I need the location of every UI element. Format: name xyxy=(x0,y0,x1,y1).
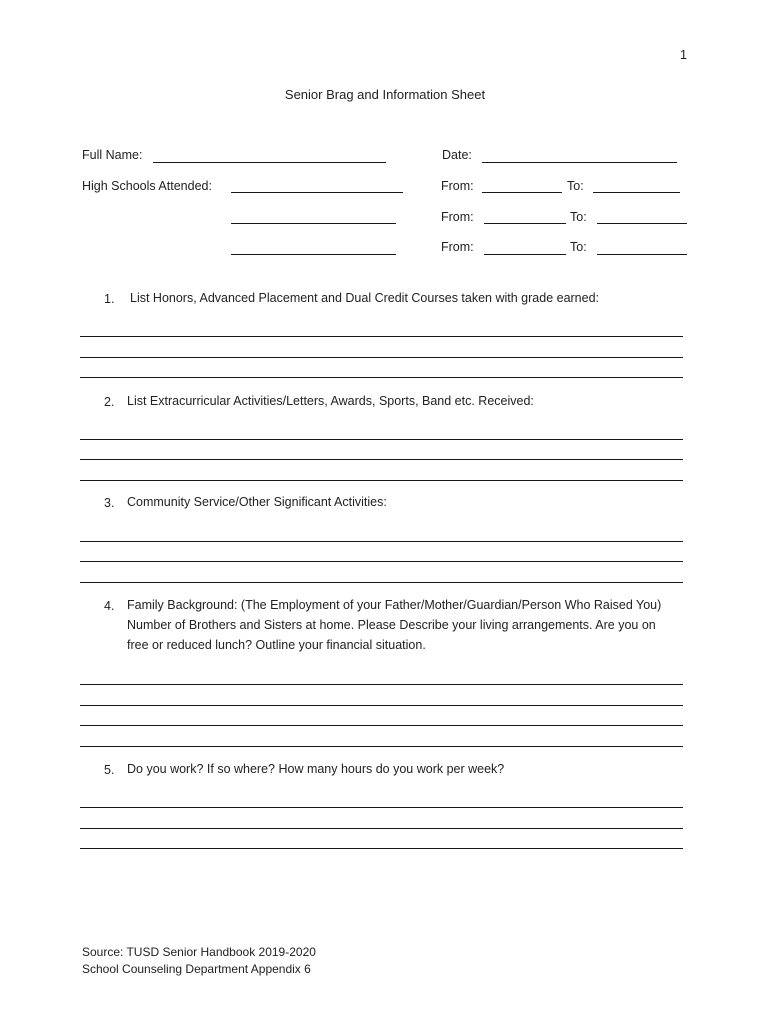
footer-department: School Counseling Department Appendix 6 xyxy=(82,962,311,976)
to-field-3[interactable] xyxy=(597,254,687,255)
to-label-3: To: xyxy=(570,240,587,254)
question-1-text: List Honors, Advanced Placement and Dual Credit Courses taken with grade earned: xyxy=(130,291,600,305)
to-label-2: To: xyxy=(570,210,587,224)
page-number: 1 xyxy=(680,48,687,62)
from-field-3[interactable] xyxy=(484,254,566,255)
from-label-2: From: xyxy=(441,210,474,224)
question-2-answer-line-1[interactable] xyxy=(80,439,683,440)
footer-source: Source: TUSD Senior Handbook 2019-2020 xyxy=(82,945,316,959)
question-2-number: 2. xyxy=(104,395,115,409)
question-3-answer-line-1[interactable] xyxy=(80,541,683,542)
to-field-1[interactable] xyxy=(593,192,680,193)
question-1-answer-line-1[interactable] xyxy=(80,336,683,337)
high-school-field-1[interactable] xyxy=(231,192,403,193)
question-3-answer-line-2[interactable] xyxy=(80,561,683,562)
to-field-2[interactable] xyxy=(597,223,687,224)
question-3-text: Community Service/Other Significant Activities: xyxy=(127,495,387,509)
from-field-1[interactable] xyxy=(482,192,562,193)
high-schools-label: High Schools Attended: xyxy=(82,179,212,193)
full-name-field[interactable] xyxy=(153,162,386,163)
from-label-1: From: xyxy=(441,179,474,193)
question-4-answer-line-2[interactable] xyxy=(80,705,683,706)
page-title: Senior Brag and Information Sheet xyxy=(284,87,486,102)
question-3-answer-line-3[interactable] xyxy=(80,582,683,583)
question-4-answer-line-4[interactable] xyxy=(80,746,683,747)
question-1-answer-line-2[interactable] xyxy=(80,357,683,358)
question-1-answer-line-3[interactable] xyxy=(80,377,683,378)
date-field[interactable] xyxy=(482,162,677,163)
question-5-answer-line-3[interactable] xyxy=(80,848,683,849)
high-school-field-2[interactable] xyxy=(231,223,396,224)
question-1-number: 1. xyxy=(104,292,115,306)
question-4-number: 4. xyxy=(104,599,115,613)
high-school-field-3[interactable] xyxy=(231,254,396,255)
question-2-answer-line-2[interactable] xyxy=(80,459,683,460)
question-4-text: Family Background: (The Employment of your Father/Mother/Guardian/Person Who Raised You) Number of Brothers and Sisters at home. Please Describe your living arrangements. Are you on free or reduced lunch? Outline your financial situation. xyxy=(127,598,662,652)
question-5-answer-line-1[interactable] xyxy=(80,807,683,808)
question-4-answer-line-3[interactable] xyxy=(80,725,683,726)
question-5-answer-line-2[interactable] xyxy=(80,828,683,829)
question-5-text: Do you work? If so where? How many hours do you work per week? xyxy=(127,762,505,776)
question-5-number: 5. xyxy=(104,763,115,777)
full-name-label: Full Name: xyxy=(82,148,143,162)
date-label: Date: xyxy=(442,148,472,162)
to-label-1: To: xyxy=(567,179,584,193)
question-4-answer-line-1[interactable] xyxy=(80,684,683,685)
from-label-3: From: xyxy=(441,240,474,254)
question-3-number: 3. xyxy=(104,496,115,510)
question-2-text: List Extracurricular Activities/Letters, Awards, Sports, Band etc. Received: xyxy=(127,394,534,408)
question-2-answer-line-3[interactable] xyxy=(80,480,683,481)
from-field-2[interactable] xyxy=(484,223,566,224)
